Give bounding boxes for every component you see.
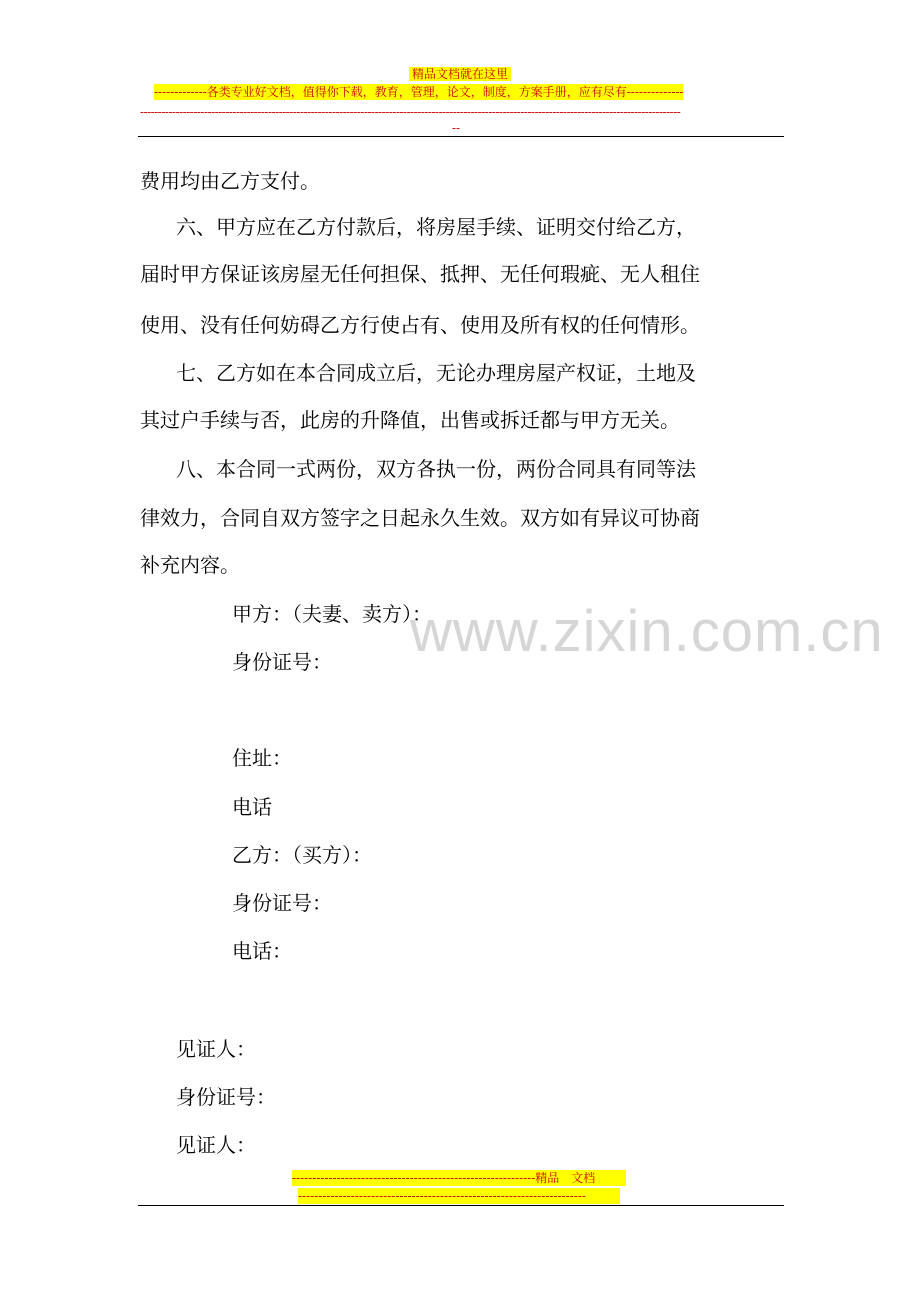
paragraph-line: 八、本合同一式两份，双方各执一份，两份合同具有同等法 <box>176 457 696 481</box>
footer-rule <box>138 1205 784 1206</box>
party-b-id-label: 身份证号： <box>232 891 332 915</box>
paragraph-line: 其过户手续与否，此房的升降值，出售或拆迁都与甲方无关。 <box>140 408 680 432</box>
paragraph-line: 补充内容。 <box>140 553 240 577</box>
party-a-id-label: 身份证号： <box>232 650 332 674</box>
paragraph-line: 使用、没有任何妨碍乙方行使占有、使用及所有权的任何情形。 <box>140 313 700 337</box>
party-a-label: 甲方：（夫妻、卖方）： <box>232 602 432 626</box>
paragraph-line: 费用均由乙方支付。 <box>140 169 320 193</box>
header-dash-line: -------------------------------------------------------------------------------------------------------------------------------------------------------- <box>140 105 681 119</box>
witness-label-2: 见证人： <box>176 1133 256 1157</box>
footer-line-1: ------------------------------------------------------------精品 文档 <box>292 1170 626 1186</box>
paragraph-line: 律效力，合同自双方签字之日起永久生效。双方如有异议可协商 <box>140 506 700 530</box>
witness-label-1: 见证人： <box>176 1037 256 1061</box>
paragraph-line: 届时甲方保证该房屋无任何担保、抵押、无任何瑕疵、无人租住 <box>140 262 700 286</box>
paragraph-line: 七、乙方如在本合同成立后，无论办理房屋产权证，土地及 <box>176 361 696 385</box>
header-title-text: 精品文档就在这里 <box>409 67 511 81</box>
party-b-phone-label: 电话： <box>232 939 292 963</box>
footer-line-2: ----------------------------------------------------------------------- <box>298 1188 620 1204</box>
header-dash-tail: -- <box>452 121 461 135</box>
header-rule <box>138 136 784 137</box>
party-b-label: 乙方：（买方）： <box>232 843 372 867</box>
header-title <box>0 66 920 82</box>
header-subtitle: -------------各类专业好文档，值得你下载，教育，管理，论文，制度，方案手册，应有尽有-------------- <box>154 85 684 99</box>
witness-id-label: 身份证号： <box>176 1085 276 1109</box>
party-a-phone-label: 电话 <box>232 795 272 819</box>
paragraph-line: 六、甲方应在乙方付款后，将房屋手续、证明交付给乙方， <box>176 215 696 239</box>
party-a-address-label: 住址： <box>232 746 292 770</box>
watermark: www.zixin.com.cn <box>410 599 884 664</box>
